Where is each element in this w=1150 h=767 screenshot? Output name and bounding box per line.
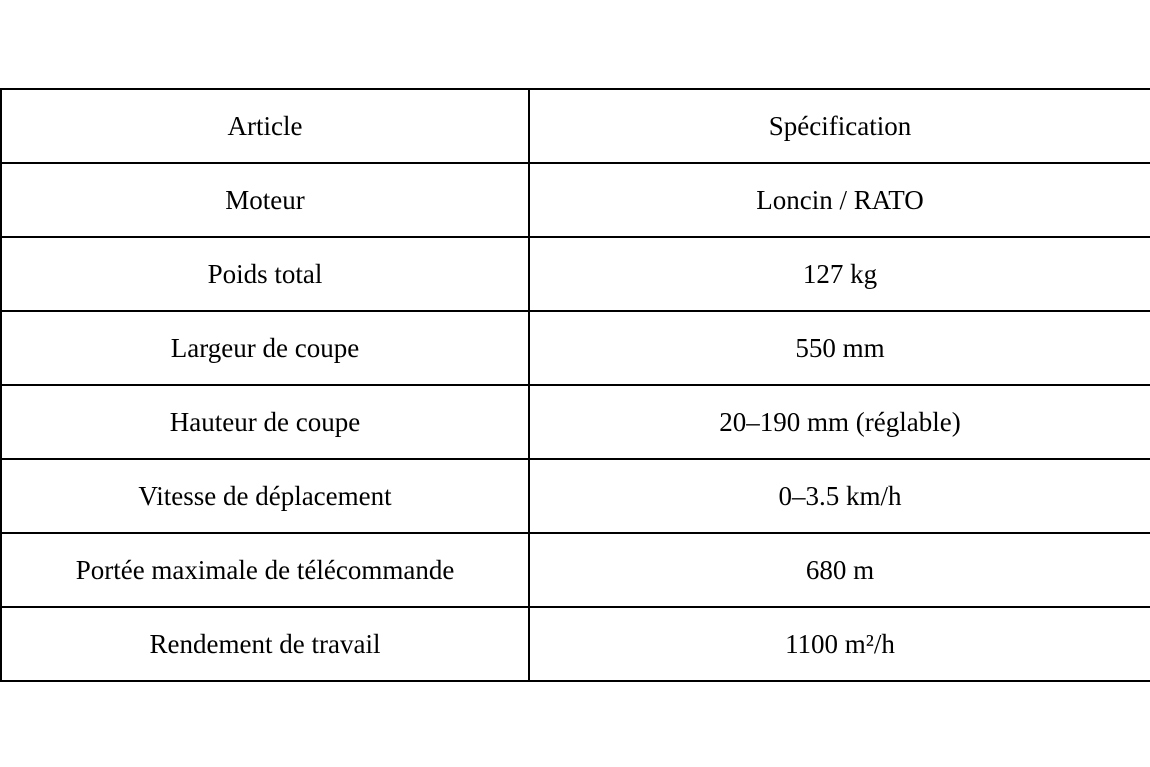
- table-cell-item: Hauteur de coupe: [1, 385, 529, 459]
- table-row: [1, 237, 1150, 311]
- table-row: [1, 607, 1150, 681]
- table-row: [1, 163, 1150, 237]
- table-row: [1, 311, 1150, 385]
- table-cell-item: Moteur: [1, 163, 529, 237]
- table-cell-item: Poids total: [1, 237, 529, 311]
- table-header-row: [1, 89, 1150, 163]
- table-cell-spec: 1100 m²/h: [529, 607, 1150, 681]
- table-header: [1, 89, 1150, 163]
- table-cell-spec: 20–190 mm (réglable): [529, 385, 1150, 459]
- table-cell-item: Rendement de travail: [1, 607, 529, 681]
- table-cell-spec: 680 m: [529, 533, 1150, 607]
- spec-table: [0, 88, 1150, 682]
- table-row: [1, 459, 1150, 533]
- header-cell-specification: Spécification: [529, 89, 1150, 163]
- table-row: [1, 533, 1150, 607]
- table-body: [1, 163, 1150, 681]
- table-cell-item: Portée maximale de télécommande: [1, 533, 529, 607]
- table-cell-item: Vitesse de déplacement: [1, 459, 529, 533]
- header-cell-article: Article: [1, 89, 529, 163]
- table-cell-spec: 0–3.5 km/h: [529, 459, 1150, 533]
- table-row: [1, 385, 1150, 459]
- table-cell-spec: 550 mm: [529, 311, 1150, 385]
- table-cell-spec: 127 kg: [529, 237, 1150, 311]
- table-cell-spec: Loncin / RATO: [529, 163, 1150, 237]
- table-cell-item: Largeur de coupe: [1, 311, 529, 385]
